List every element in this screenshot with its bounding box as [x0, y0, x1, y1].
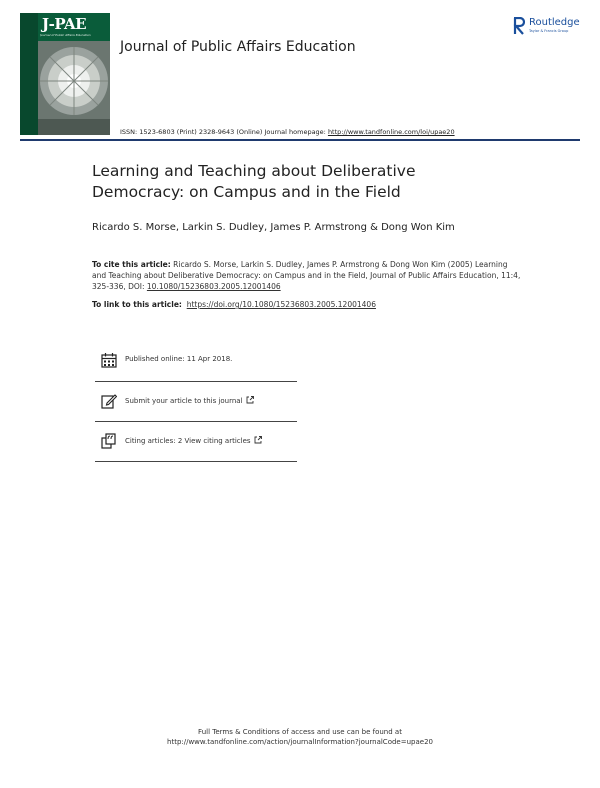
external-link-icon [254, 436, 262, 444]
cover-dome-image [38, 41, 110, 135]
external-link-icon [246, 396, 254, 404]
citation-label: To cite this article: [92, 260, 171, 269]
issn-line [120, 128, 455, 136]
journal-title: Journal of Public Affairs Education [120, 39, 356, 55]
journal-homepage-link[interactable]: http://www.tandfonline.com/loi/upae20 [327, 128, 455, 136]
article-authors: Ricardo S. Morse, Larkin S. Dudley, James P. Armstrong & Dong Won Kim [92, 222, 455, 233]
logo-tagline: Taylor & Francis Group [529, 29, 569, 33]
logo-name: Routledge [529, 17, 580, 28]
header-rule [20, 139, 580, 141]
cover-subtitle: Journal of Public Affairs Education [40, 33, 91, 37]
routledge-r-icon [513, 17, 525, 35]
citation-block [92, 259, 522, 292]
published-online-row [95, 341, 297, 381]
footer-terms-link[interactable]: http://www.tandfonline.com/action/journalInformation?journalCode=upae20 [167, 738, 433, 746]
submit-article-text: Submit your article to this journal [125, 397, 243, 405]
info-divider [95, 461, 297, 462]
edit-icon [101, 393, 117, 409]
citing-articles-text: Citing articles: 2 View citing articles [125, 437, 251, 445]
cover-title: J-PAE [42, 15, 87, 33]
citation-text: Ricardo S. Morse, Larkin S. Dudley, James P. Armstrong & Dong Won Kim (2005) Learning and Teaching about Deliberative Democracy: on Campus and in the Field, Journal of Public Affairs Education, 11:4, 325-336, DOI: [92, 260, 521, 291]
footer [0, 727, 600, 747]
doi-link[interactable]: 10.1080/15236803.2005.12001406 [146, 282, 281, 291]
cover-strip [20, 13, 38, 135]
article-url-link[interactable]: https://doi.org/10.1080/15236803.2005.12001406 [186, 300, 376, 309]
footer-terms-text: Full Terms & Conditions of access and use can be found at [198, 728, 402, 736]
issn-text: ISSN: 1523-6803 (Print) 2328-9643 (Online) Journal homepage: [120, 128, 328, 136]
submit-article-link[interactable] [125, 396, 254, 405]
citing-articles-row[interactable] [95, 422, 297, 462]
calendar-icon [101, 352, 117, 368]
published-online-text: Published online: 11 Apr 2018. [125, 355, 233, 363]
journal-cover [20, 13, 110, 135]
link-label: To link to this article: [92, 300, 182, 309]
citing-articles-link[interactable] [125, 436, 262, 445]
citing-articles-icon [101, 433, 117, 449]
article-title: Learning and Teaching about Deliberative Democracy: on Campus and in the Field [92, 162, 416, 201]
submit-article-row[interactable] [95, 382, 297, 422]
article-link-line [92, 300, 376, 309]
